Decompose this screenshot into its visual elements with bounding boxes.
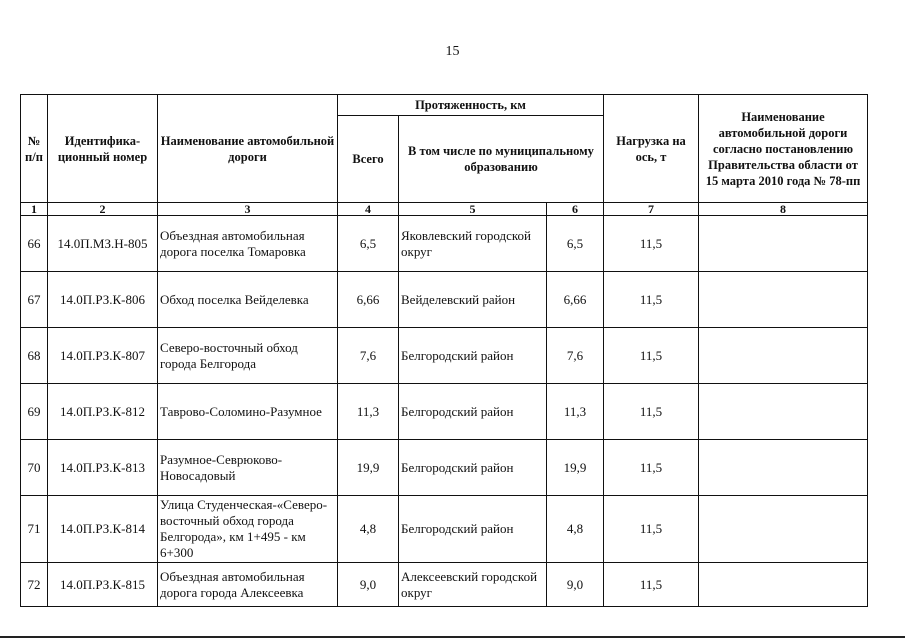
- cell-load: 11,5: [604, 272, 699, 328]
- cell-id: 14.0П.РЗ.К-807: [48, 328, 158, 384]
- cell-total: 6,5: [338, 216, 399, 272]
- cell-district-length: 4,8: [547, 496, 604, 563]
- table-row: [21, 272, 868, 328]
- table-row: [21, 440, 868, 496]
- cell-load: 11,5: [604, 563, 699, 607]
- table-row: [21, 216, 868, 272]
- page-edge-line: [0, 636, 905, 638]
- column-number: 4: [338, 203, 399, 216]
- cell-id: 14.0П.МЗ.Н-805: [48, 216, 158, 272]
- column-number: 2: [48, 203, 158, 216]
- table-header: [21, 95, 868, 216]
- cell-district-length: 9,0: [547, 563, 604, 607]
- cell-total: 7,6: [338, 328, 399, 384]
- cell-district-length: 6,66: [547, 272, 604, 328]
- column-number: 1: [21, 203, 48, 216]
- cell-decree-name: [699, 384, 868, 440]
- cell-district: Алексеевский городской округ: [399, 563, 547, 607]
- cell-num: 71: [21, 496, 48, 563]
- column-number: 3: [158, 203, 338, 216]
- cell-decree-name: [699, 440, 868, 496]
- table-row: [21, 328, 868, 384]
- table-body: [21, 216, 868, 607]
- cell-num: 66: [21, 216, 48, 272]
- cell-total: 6,66: [338, 272, 399, 328]
- cell-num: 69: [21, 384, 48, 440]
- table-row: [21, 496, 868, 563]
- cell-decree-name: [699, 328, 868, 384]
- cell-id: 14.0П.РЗ.К-814: [48, 496, 158, 563]
- column-number: 5: [399, 203, 547, 216]
- cell-district: Белгородский район: [399, 496, 547, 563]
- cell-id: 14.0П.РЗ.К-813: [48, 440, 158, 496]
- header-municipal: В том числе по муниципальному образованию: [399, 116, 604, 203]
- header-decree: Наименование автомобильной дороги согласно постановлению Правительства области от 15 марта 2010 года № 78-пп: [699, 95, 868, 203]
- table-row: [21, 563, 868, 607]
- cell-district-length: 6,5: [547, 216, 604, 272]
- cell-num: 68: [21, 328, 48, 384]
- cell-road-name: Северо-восточный обход города Белгорода: [158, 328, 338, 384]
- cell-road-name: Объездная автомобильная дорога поселка Томаровка: [158, 216, 338, 272]
- cell-district-length: 11,3: [547, 384, 604, 440]
- roads-table: [20, 94, 868, 607]
- cell-district-length: 19,9: [547, 440, 604, 496]
- cell-district: Яковлевский городской округ: [399, 216, 547, 272]
- cell-num: 70: [21, 440, 48, 496]
- column-number: 7: [604, 203, 699, 216]
- table-row: [21, 384, 868, 440]
- cell-id: 14.0П.РЗ.К-812: [48, 384, 158, 440]
- cell-id: 14.0П.РЗ.К-815: [48, 563, 158, 607]
- cell-decree-name: [699, 272, 868, 328]
- cell-district: Вейделевский район: [399, 272, 547, 328]
- cell-load: 11,5: [604, 496, 699, 563]
- cell-road-name: Таврово-Соломино-Разумное: [158, 384, 338, 440]
- cell-road-name: Обход поселка Вейделевка: [158, 272, 338, 328]
- cell-total: 19,9: [338, 440, 399, 496]
- cell-id: 14.0П.РЗ.К-806: [48, 272, 158, 328]
- cell-load: 11,5: [604, 384, 699, 440]
- header-total: Всего: [338, 116, 399, 203]
- header-load: Нагрузка на ось, т: [604, 95, 699, 203]
- column-number: 6: [547, 203, 604, 216]
- cell-num: 72: [21, 563, 48, 607]
- header-id: Идентифика-ционный номер: [48, 95, 158, 203]
- cell-load: 11,5: [604, 216, 699, 272]
- cell-road-name: Объездная автомобильная дорога города Алексеевка: [158, 563, 338, 607]
- cell-road-name: Разумное-Севрюково-Новосадовый: [158, 440, 338, 496]
- cell-district: Белгородский район: [399, 328, 547, 384]
- column-number: 8: [699, 203, 868, 216]
- cell-total: 9,0: [338, 563, 399, 607]
- header-length: Протяженность, км: [338, 95, 604, 116]
- cell-load: 11,5: [604, 328, 699, 384]
- page-number: 15: [445, 44, 460, 59]
- cell-total: 11,3: [338, 384, 399, 440]
- cell-num: 67: [21, 272, 48, 328]
- header-num: № п/п: [21, 95, 48, 203]
- cell-district-length: 7,6: [547, 328, 604, 384]
- cell-decree-name: [699, 216, 868, 272]
- header-name: Наименование автомобильной дороги: [158, 95, 338, 203]
- cell-decree-name: [699, 563, 868, 607]
- cell-district: Белгородский район: [399, 440, 547, 496]
- cell-district: Белгородский район: [399, 384, 547, 440]
- cell-load: 11,5: [604, 440, 699, 496]
- cell-total: 4,8: [338, 496, 399, 563]
- cell-decree-name: [699, 496, 868, 563]
- column-numbers-row: [21, 203, 868, 216]
- cell-road-name: Улица Студенческая-«Северо-восточный обход города Белгорода», км 1+495 - км 6+300: [158, 496, 338, 563]
